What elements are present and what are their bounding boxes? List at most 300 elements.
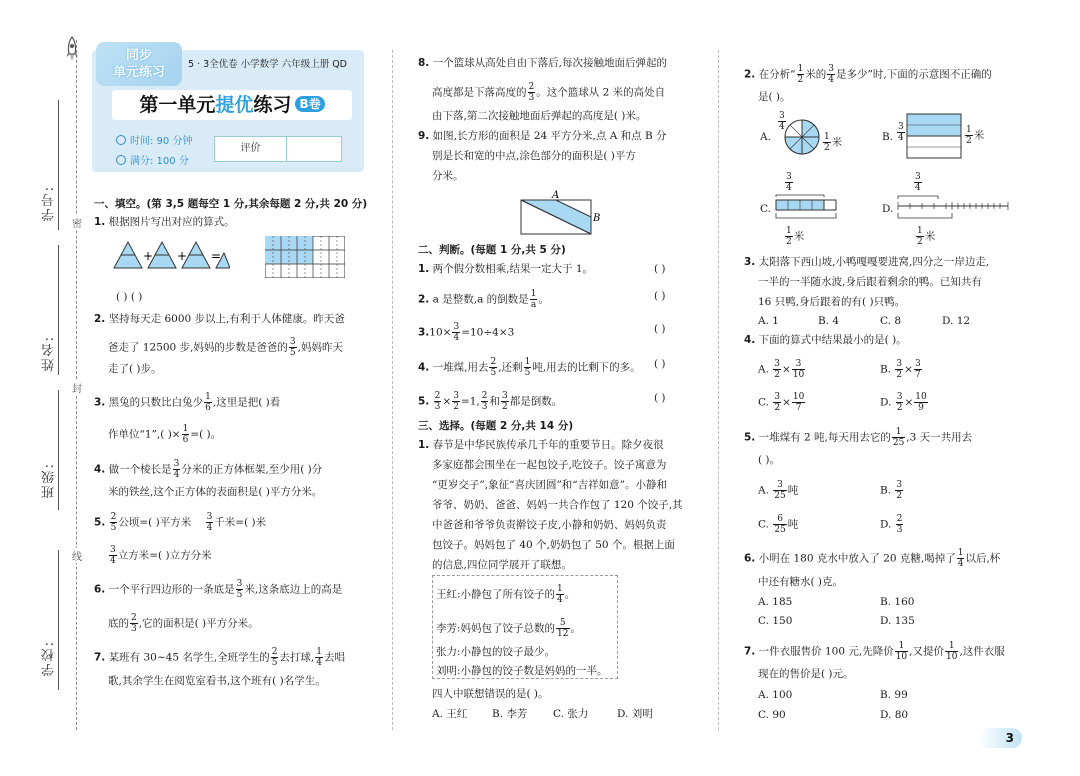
fraction-10-7 [792, 392, 805, 413]
judge-3 [418, 322, 514, 343]
denominator: 2 [774, 403, 781, 413]
q-number: 7. [94, 651, 106, 664]
denominator: 12 [557, 629, 569, 639]
q-number: 9. [418, 130, 430, 142]
denominator: 2 [453, 402, 459, 412]
j5-text-post: 都是倒数。 [509, 395, 563, 408]
q-number: 3. [94, 396, 106, 409]
denominator: 25 [774, 491, 786, 501]
j3-text: 10× [429, 326, 452, 339]
c3-option-c[interactable]: C. 8 [880, 315, 902, 327]
name-line[interactable] [58, 245, 59, 375]
numerator: 5 [556, 618, 569, 629]
times-sign: × [904, 363, 913, 376]
fraction-2-5 [489, 357, 497, 378]
c6-option-b[interactable]: B. 160 [880, 596, 915, 608]
q1-triangle-figure [112, 238, 230, 272]
q5-text-b[interactable]: 立方米=( )立方分米 [117, 549, 212, 562]
ton-unit: 吨 [787, 518, 799, 531]
denominator: 3 [481, 402, 488, 412]
fraction-1-5 [524, 357, 532, 378]
c5-option-d[interactable] [880, 514, 904, 535]
q6-text-b: 底的 [108, 617, 129, 630]
fraction-3-2 [895, 480, 903, 501]
numerator: 3 [206, 512, 213, 522]
c7-option-c[interactable]: C. 90 [758, 709, 786, 721]
c7-option-d[interactable]: D. 80 [880, 709, 909, 721]
q7-line-b[interactable]: 歌,其余学生在阅览室看书,这个班有( )名学生。 [108, 675, 326, 687]
evaluation-box [214, 136, 342, 162]
q-number: 3. [418, 326, 430, 339]
c5-text-a-post: ,3 天一共用去 [906, 431, 973, 444]
judge-5-paren[interactable]: ( ) [654, 392, 666, 404]
denominator: 10 [946, 652, 958, 662]
c1-line-1: 多家庭都会围坐在一起包饺子,吃饺子。饺子寓意为 [432, 459, 667, 471]
c3-option-a[interactable]: A. 1 [758, 315, 779, 327]
numerator: 1 [316, 647, 322, 657]
column-divider-2 [718, 50, 719, 730]
q-number: 8. [418, 57, 430, 69]
q3-text-a: 黑兔的只数比白兔少 [108, 396, 204, 409]
denominator: 4 [915, 183, 921, 193]
denominator: 2 [824, 143, 830, 153]
denominator: 2 [966, 136, 972, 146]
denominator: 4 [453, 333, 460, 343]
c5-text-a: 一堆煤有 2 吨,每天用去它的 [758, 431, 891, 444]
q-number: 4. [744, 334, 756, 346]
b-paper-badge: B卷 [295, 96, 324, 112]
denominator: 3 [434, 402, 441, 412]
option-label: A. [758, 484, 769, 497]
q4-line-b[interactable]: 米的铁丝,这个正方体的表面积是( )平方分米。 [108, 486, 323, 498]
c6-text-a-post: 以后,杯 [965, 552, 1001, 565]
q8-text-b-post: 。这个篮球从 2 米的高处自 [536, 86, 666, 99]
choice-1 [418, 438, 664, 452]
q1-grid-figure [265, 236, 345, 278]
c2-option-d-label[interactable]: D. [882, 203, 894, 215]
choice-5 [744, 427, 972, 448]
judge-4-paren[interactable]: ( ) [654, 358, 666, 370]
quote-liuming: 刘明:小静包的饺子数是妈妈的一半。 [436, 665, 608, 677]
c2-b-frac [896, 122, 906, 143]
numerator: 1 [205, 392, 211, 402]
q-number: 7. [744, 645, 756, 658]
q2-line-b [108, 337, 343, 358]
denominator: 6 [182, 435, 189, 445]
fraction-10-9 [914, 392, 927, 413]
score-text: 满分: 100 分 [130, 156, 189, 167]
c3-option-b[interactable]: B. 4 [818, 315, 840, 327]
q6-text-b-post[interactable]: ,它的面积是( )平方分米。 [138, 617, 259, 630]
c2-a-meter [822, 132, 842, 153]
quote2-text: 李芳:妈妈包了饺子总数的 [436, 622, 556, 635]
fraction-1-2 [916, 226, 924, 247]
q-number: 5. [418, 395, 430, 408]
school-line[interactable] [58, 550, 59, 690]
fraction-1-6 [182, 424, 190, 445]
c4-text[interactable]: 下面的算式中结果最小的是( )。 [758, 334, 907, 346]
q3-text-b-post[interactable]: =( )。 [190, 428, 222, 441]
numerator: 10 [915, 392, 927, 402]
fraction-1-2 [785, 226, 793, 247]
c1-line-4: 中爸爸和爷爷负责擀饺子皮,小静和奶奶、妈妈负责 [432, 519, 667, 531]
fraction-3-25 [773, 480, 786, 501]
point-b-label: B [593, 213, 601, 224]
c4-option-a[interactable] [758, 359, 806, 380]
option-label: D. [880, 518, 892, 531]
q6-line-b [108, 613, 259, 634]
denominator: 6 [205, 403, 211, 413]
fraction-3-7 [914, 359, 922, 380]
c6-option-c[interactable]: C. 150 [758, 615, 793, 627]
q2-text-b: 爸走了 12500 步,妈妈的步数是爸爸的 [108, 341, 288, 354]
denominator: 2 [896, 403, 903, 413]
fraction-2-3 [528, 82, 536, 103]
c1-option-c[interactable]: C. 张力 [553, 708, 589, 720]
point-a-label: A [552, 190, 560, 201]
numerator: 2 [271, 647, 278, 657]
quote1-post: 。 [564, 588, 576, 601]
c3-line-c[interactable]: 16 只鸭,身后跟着的有( )只鸭。 [758, 296, 906, 308]
denominator: 7 [914, 370, 921, 380]
numerator: 3 [915, 172, 921, 182]
numerator: 3 [173, 459, 180, 469]
fraction-1-4 [315, 647, 323, 668]
c7-option-a[interactable]: A. 100 [758, 689, 793, 701]
c1-line-2: “更岁交子”,象征“喜庆团圆”和“吉祥如意”。小静和 [432, 479, 668, 491]
denominator: 3 [896, 525, 903, 535]
question-8 [418, 56, 667, 70]
q5-text-a-end[interactable]: 千米=( )米 [214, 516, 267, 529]
choice-7 [744, 641, 1005, 662]
fraction-1-2 [797, 64, 805, 85]
numerator: 1 [182, 424, 189, 434]
numerator: 3 [779, 111, 785, 121]
fraction-1-2 [823, 132, 831, 153]
fraction-2-5 [271, 647, 279, 668]
numerator: 2 [131, 613, 137, 623]
q-number: 1. [418, 439, 430, 451]
c1-question[interactable]: 四人中联想错误的是( )。 [432, 688, 549, 700]
fraction-2-5 [110, 512, 118, 533]
q3-text-b[interactable]: 作单位“1”,( )× [108, 428, 181, 441]
fraction-3-4 [785, 172, 793, 193]
q-number: 5. [744, 431, 756, 444]
c2-a-circle-figure [784, 117, 820, 157]
q2-line-c[interactable]: 走了( )步。 [108, 363, 162, 375]
denominator: 5 [110, 523, 117, 533]
denominator: 5 [271, 658, 278, 668]
denominator: 4 [786, 183, 792, 193]
fraction-1-10 [945, 641, 958, 662]
c2-b-meter [964, 125, 984, 146]
numerator: 3 [289, 337, 296, 347]
ton-unit: 吨 [787, 484, 799, 497]
numerator: 1 [824, 132, 830, 142]
meter-unit: 米 [973, 129, 985, 142]
student-no-line[interactable] [58, 100, 59, 230]
c1-option-a[interactable]: A. 王红 [432, 708, 468, 720]
student-no-label: 学号: [42, 185, 57, 222]
denominator: 2 [786, 237, 792, 247]
badge-line-1: 同步 [125, 48, 152, 63]
c7-line-b[interactable]: 现在的售价是( )元。 [758, 668, 854, 680]
question-5 [94, 512, 266, 533]
question-6 [94, 579, 342, 600]
c3-option-d[interactable]: D. 12 [942, 315, 971, 327]
c2-option-c-label[interactable]: C. [760, 203, 771, 215]
numerator: 3 [792, 359, 805, 370]
q9-rectangle-figure [518, 188, 602, 238]
numerator: 3 [774, 392, 781, 402]
fraction-1-25 [892, 427, 905, 448]
q3-line-b [108, 424, 221, 445]
q8-text-b: 高度都是下落高度的 [432, 86, 527, 99]
q6-text-a: 一个平行四边形的一条底是 [108, 583, 235, 596]
c2-text-a-mid: 米的 [805, 68, 827, 81]
fraction-3-2 [501, 391, 509, 412]
q1-answer-blanks[interactable]: ( ) ( ) [116, 291, 143, 303]
numerator: 1 [786, 226, 792, 236]
c4-option-d[interactable] [880, 392, 929, 413]
q8-line-b [432, 82, 665, 103]
q-number: 2. [94, 313, 106, 325]
denominator: 4 [316, 658, 322, 668]
q-number: 6. [94, 583, 106, 596]
fraction-3-4 [827, 64, 835, 85]
c2-option-a-label[interactable]: A. [760, 131, 771, 143]
q3-text-a-post[interactable]: ,这里是把( )看 [212, 396, 281, 409]
denominator: 4 [779, 122, 785, 132]
section-judge-title: 二、判断。(每题 1 分,共 5 分) [418, 244, 566, 256]
time-info [116, 132, 192, 147]
c1-line-6: 的信息,四位同学展开了联想。 [432, 559, 572, 571]
numerator: 3 [774, 359, 780, 369]
denominator: 9 [918, 403, 924, 413]
numerator: 3 [914, 359, 921, 369]
fraction-1-6 [204, 392, 212, 413]
denominator: 2 [501, 402, 508, 412]
title-part-b: 提优 [215, 94, 254, 116]
c2-option-b-label[interactable]: B. [882, 131, 894, 143]
fraction-3-2 [452, 391, 460, 412]
c5-option-c[interactable] [758, 514, 798, 535]
option-label: D. [880, 396, 892, 409]
fraction-3-2 [896, 392, 904, 413]
quote2-post: 。 [570, 622, 581, 635]
time-text: 时间: 90 分钟 [130, 136, 193, 147]
fraction-1-10 [895, 641, 908, 662]
page-number: 3 [978, 728, 1022, 748]
denominator: 10 [895, 652, 908, 662]
q5-text-a[interactable]: 公顷=( )平方米 [118, 516, 192, 529]
denominator: a [530, 300, 537, 310]
denominator: 2 [797, 75, 804, 85]
option-label: A. [758, 363, 769, 376]
evaluation-label: 评价 [215, 137, 287, 161]
j1-text: 两个假分数相乘,结果一定大于 1。 [432, 263, 593, 275]
quote-wanghong [436, 584, 575, 605]
q-number: 2. [744, 68, 756, 81]
meter-unit: 米 [831, 136, 843, 149]
c3-line-b: 一半的一半随水波,身后跟着剩余的鸭。已知共有 [758, 276, 982, 288]
q6-text-a-post: 米,这条底边上的高是 [244, 583, 343, 596]
judge-3-paren[interactable]: ( ) [654, 323, 666, 335]
page-title [112, 90, 352, 120]
c2-text-a-post: 是多少”时,下面的示意图不正确的 [835, 68, 992, 81]
j4-text-mid: ,还剩 [498, 361, 523, 374]
numerator: 3 [773, 480, 786, 491]
judge-4 [418, 357, 641, 378]
fraction-3-2 [895, 359, 903, 380]
numerator: 3 [453, 322, 460, 332]
title-part-a: 第一单元 [139, 94, 216, 116]
q-number: 3. [744, 256, 756, 268]
clock-icon [116, 135, 126, 145]
numerator: 3 [786, 172, 792, 182]
q-number: 1. [94, 216, 106, 228]
section-choice-title: 三、选择。(每题 2 分,共 14 分) [418, 420, 574, 432]
question-1 [94, 215, 235, 229]
numerator: 10 [792, 392, 805, 402]
denominator: 2 [774, 370, 780, 380]
q-number: 6. [744, 552, 756, 565]
fraction-3-2 [773, 359, 781, 380]
option-label: C. [758, 396, 769, 409]
class-line[interactable] [58, 390, 59, 510]
choice-6 [744, 548, 1000, 569]
q4-text-a-post[interactable]: 分米的正方体框架,至少用( )分 [181, 463, 323, 476]
times-sign: × [442, 395, 452, 408]
question-4 [94, 459, 322, 480]
c7-option-b[interactable]: B. 99 [880, 689, 908, 701]
q-number: 2. [418, 293, 430, 306]
numerator: 1 [797, 64, 804, 74]
question-3 [94, 392, 280, 413]
evaluation-field[interactable] [287, 137, 341, 161]
fraction-2-3 [434, 391, 442, 412]
c7-text-a-post: ,这件衣服 [959, 645, 1005, 658]
j2-text-post: 。 [538, 293, 549, 306]
seal-feng: 封 [71, 380, 83, 395]
quote-zhangli: 张力:小静包的饺子最少。 [436, 646, 556, 658]
school-label: 学校: [42, 640, 57, 677]
fraction-3-2 [773, 392, 781, 413]
judge-2-paren[interactable]: ( ) [654, 290, 666, 302]
check-icon [116, 155, 126, 165]
c1-line-3: 爷爷、奶奶、爸爸、妈妈一共合作包了 120 个饺子,其 [432, 499, 683, 511]
numerator: 3 [501, 391, 508, 401]
q7-text-a-mid: 去打球, [279, 651, 315, 664]
c1-line-0: 春节是中华民族传承几千年的重要节日。除夕夜很 [432, 439, 664, 451]
q7-text-a: 某班有 30~45 名学生,全班学生的 [108, 651, 270, 664]
c3-text-a: 太阳落下西山坡,小鸭嘎嘎要进窝,四分之一岸边走, [758, 256, 990, 268]
svg-text:+: + [143, 249, 154, 263]
fraction-2-3 [130, 613, 138, 634]
c6-line-b[interactable]: 中还有糖水( )克。 [758, 576, 844, 588]
c5-option-b[interactable] [880, 480, 904, 501]
book-meta: 5 · 3全优卷 小学数学 六年级上册 QD [188, 59, 348, 70]
numerator: 1 [524, 357, 531, 367]
class-label: 班级: [42, 462, 57, 499]
numerator: 1 [895, 641, 908, 652]
svg-text:=: = [211, 249, 222, 263]
q7-text-a-post: 去唱 [324, 651, 345, 664]
judge-1-paren[interactable]: ( ) [654, 263, 666, 275]
c6-option-a[interactable]: A. 185 [758, 596, 793, 608]
q4-text-a: 做一个棱长是 [108, 463, 172, 476]
q2-text-b-post: ,妈妈昨天 [297, 341, 343, 354]
c2-line-b[interactable]: 是( )。 [758, 91, 791, 103]
q5-line-b [108, 545, 212, 566]
choice-4 [744, 333, 907, 347]
c2-c-segment-figure [774, 194, 838, 220]
numerator: 2 [528, 82, 535, 92]
fraction-3-4 [109, 545, 117, 566]
denominator: 3 [528, 93, 535, 103]
denominator: 4 [173, 470, 180, 480]
seal-mi: 密 [71, 215, 83, 230]
column-divider-1 [392, 50, 393, 730]
q9-text-a: 如图,长方形的面积是 24 平方分米,点 A 和点 B 分 [432, 130, 667, 142]
title-part-c: 练习 [253, 94, 292, 116]
numerator: 2 [434, 391, 441, 401]
fraction-3-5 [236, 579, 244, 600]
fraction-1-a [530, 289, 538, 310]
c1-option-b[interactable]: B. 李芳 [492, 708, 528, 720]
c5-option-a[interactable] [758, 480, 798, 501]
q9-line-b[interactable]: 别是长和宽的中点,涂色部分的面积是( )平方 [432, 150, 636, 162]
meter-unit: 米 [924, 230, 936, 243]
numerator: 3 [236, 579, 243, 589]
svg-text:+: + [177, 249, 188, 263]
judge-5 [418, 391, 562, 412]
numerator: 3 [898, 122, 904, 132]
c4-option-c[interactable] [758, 392, 806, 413]
numerator: 1 [530, 289, 537, 299]
q8-text-a: 一个篮球从高处自由下落后,每次接触地面后弹起的 [432, 57, 667, 69]
question-9 [418, 129, 667, 143]
numerator: 1 [892, 427, 905, 438]
c2-d-ruler-figure [896, 194, 1012, 220]
j2-text: a 是整数,a 的倒数是 [432, 293, 529, 306]
fraction-1-4 [957, 548, 965, 569]
fraction-3-4 [452, 322, 460, 343]
denominator: 5 [289, 348, 296, 358]
q9-line-c: 分米。 [432, 170, 464, 182]
times-sign: × [782, 396, 791, 409]
c6-option-d[interactable]: D. 135 [880, 615, 915, 627]
badge-line-2: 单元练习 [112, 65, 165, 80]
question-2 [94, 312, 345, 326]
q8-line-c[interactable]: 由下落,第二次接触地面后弹起的高度是( )米。 [432, 110, 647, 122]
j3-text-post: =10÷4×3 [461, 326, 515, 339]
c5-line-b[interactable]: ( )。 [758, 454, 781, 466]
c1-option-d[interactable]: D. 刘明 [617, 708, 653, 720]
c2-c-meter [784, 226, 804, 247]
seal-xian: 线 [71, 548, 83, 563]
denominator: 4 [898, 133, 904, 143]
denominator: 10 [792, 370, 805, 380]
score-info [116, 152, 189, 167]
c4-option-b[interactable] [880, 359, 923, 380]
numerator: 1 [966, 125, 972, 135]
fraction-3-4 [173, 459, 181, 480]
numerator: 3 [453, 391, 459, 401]
fraction-1-2 [965, 125, 973, 146]
c7-text-a-mid: ,又提价 [909, 645, 944, 658]
fraction-3-4 [914, 172, 922, 193]
